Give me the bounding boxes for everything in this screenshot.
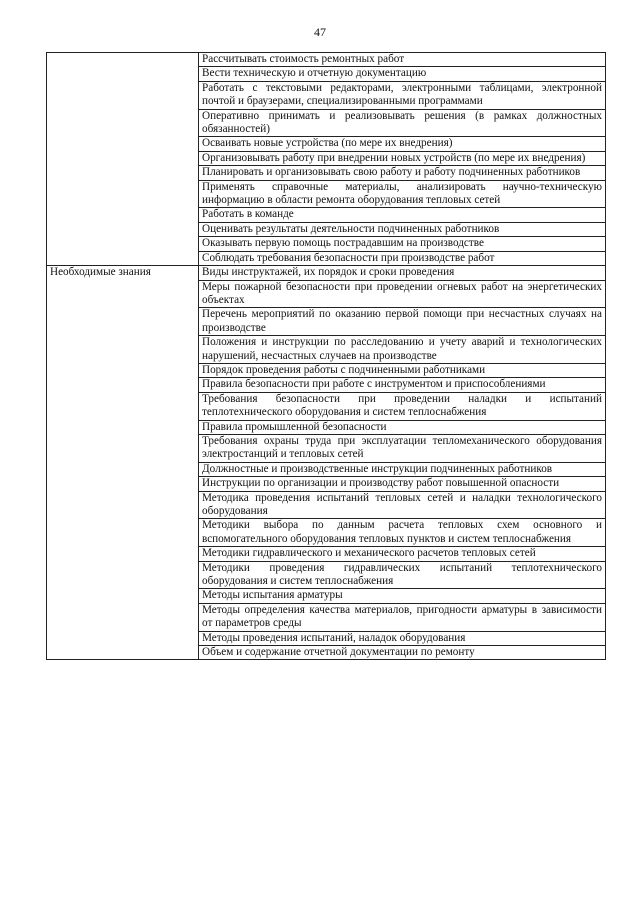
section-label: Необходимые знания: [47, 266, 199, 660]
requirement-item: Методика проведения испытаний тепловых сетей и наладки технологического оборудования: [199, 491, 606, 519]
requirement-item: Организовывать работу при внедрении новых устройств (по мере их внедрения): [199, 151, 606, 165]
requirement-item: Оказывать первую помощь пострадавшим на производстве: [199, 237, 606, 251]
requirement-item: Работать с текстовыми редакторами, электронными таблицами, электронной почтой и браузерами, специализированными программами: [199, 81, 606, 109]
requirement-item: Методы проведения испытаний, наладок оборудования: [199, 631, 606, 645]
requirement-item: Применять справочные материалы, анализировать научно-техническую информацию в области ремонта оборудования тепловых сетей: [199, 180, 606, 208]
requirement-item: Методики выбора по данным расчета тепловых схем основного и вспомогательного оборудования тепловых пунктов и систем теплоснабжения: [199, 519, 606, 547]
requirement-item: Планировать и организовывать свою работу и работу подчиненных работников: [199, 166, 606, 180]
requirement-item: Методы испытания арматуры: [199, 589, 606, 603]
requirements-table-body: [47, 53, 606, 660]
section-label: [47, 53, 199, 266]
requirement-item: Меры пожарной безопасности при проведении огневых работ на энергетических объектах: [199, 280, 606, 308]
requirement-item: Инструкции по организации и производству работ повышенной опасности: [199, 477, 606, 491]
requirement-item: Перечень мероприятий по оказанию первой помощи при несчастных случаях на производстве: [199, 308, 606, 336]
requirement-item: Методы определения качества материалов, пригодности арматуры в зависимости от параметров среды: [199, 603, 606, 631]
table-row: [47, 266, 606, 280]
requirement-item: Требования безопасности при проведении наладки и испытаний теплотехнического оборудования и систем теплоснабжения: [199, 392, 606, 420]
requirement-item: Положения и инструкции по расследованию и учету аварий и технологических нарушений, несчастных случаев на производстве: [199, 336, 606, 364]
requirement-item: Рассчитывать стоимость ремонтных работ: [199, 53, 606, 67]
requirement-item: Правила промышленной безопасности: [199, 420, 606, 434]
table-row: [47, 53, 606, 67]
requirement-item: Оценивать результаты деятельности подчиненных работников: [199, 222, 606, 236]
requirement-item: Вести техническую и отчетную документацию: [199, 67, 606, 81]
requirement-item: Виды инструктажей, их порядок и сроки проведения: [199, 266, 606, 280]
requirement-item: Правила безопасности при работе с инструментом и приспособлениями: [199, 378, 606, 392]
requirement-item: Объем и содержание отчетной документации по ремонту: [199, 646, 606, 660]
requirements-table: [46, 52, 606, 660]
requirement-item: Методики гидравлического и механического расчетов тепловых сетей: [199, 547, 606, 561]
requirement-item: Соблюдать требования безопасности при производстве работ: [199, 251, 606, 265]
requirement-item: Порядок проведения работы с подчиненными работниками: [199, 363, 606, 377]
requirement-item: Должностные и производственные инструкции подчиненных работников: [199, 462, 606, 476]
requirement-item: Оперативно принимать и реализовывать решения (в рамках должностных обязанностей): [199, 109, 606, 137]
requirement-item: Осваивать новые устройства (по мере их внедрения): [199, 137, 606, 151]
requirement-item: Методики проведения гидравлических испытаний теплотехнического оборудования и систем теплоснабжения: [199, 561, 606, 589]
requirement-item: Работать в команде: [199, 208, 606, 222]
page-number: 47: [314, 25, 326, 39]
requirement-item: Требования охраны труда при эксплуатации тепломеханического оборудования электростанций и тепловых сетей: [199, 434, 606, 462]
